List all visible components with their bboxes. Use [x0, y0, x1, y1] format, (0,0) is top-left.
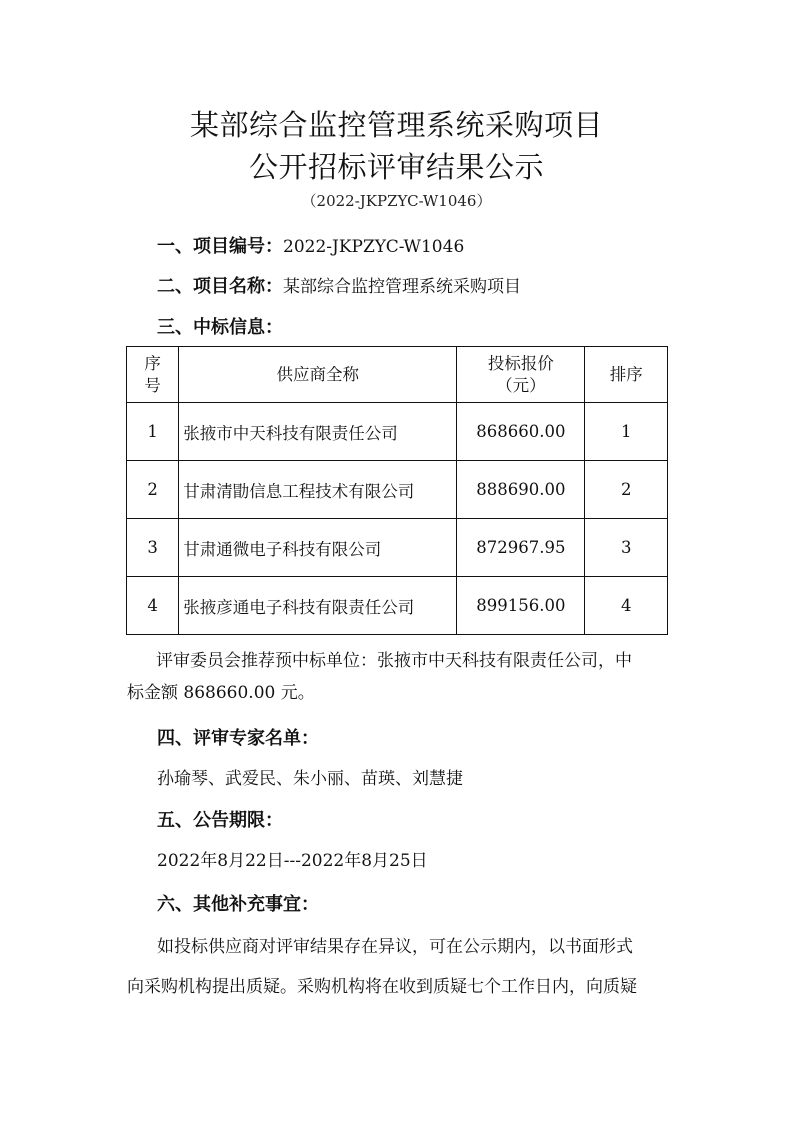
row-no: 1 [127, 403, 179, 461]
document-title-line1: 某部综合监控管理系统采购项目 [189, 108, 603, 142]
section-heading: 四、评审专家名单： [157, 728, 319, 749]
header-supplier-name: 供应商全称 [179, 347, 457, 403]
row-no: 3 [127, 519, 179, 577]
other-matters-line1: 如投标供应商对评审结果存在异议，可在公示期内，以书面形式 [157, 937, 633, 957]
experts-list: 孙瑜琴、武爱民、朱小丽、苗瑛、刘慧捷 [157, 769, 463, 789]
recommendation-line2: 标金额 868660.00 元。 [127, 683, 315, 703]
recommendation-line1: 评审委员会推荐预中标单位：张掖市中天科技有限责任公司，中 [156, 651, 632, 671]
recommendation-paragraph [127, 646, 687, 676]
section-experts [157, 724, 319, 750]
row-no: 2 [127, 461, 179, 519]
row-bid-price: 888690.00 [457, 461, 585, 519]
section-project-number [157, 232, 464, 258]
other-matters-line2: 向采购机构提出质疑。采购机构将在收到质疑七个工作日内，向质疑 [127, 977, 637, 997]
bid-results-table [126, 346, 668, 635]
section-heading: 三、中标信息： [157, 317, 283, 338]
row-rank: 1 [585, 403, 668, 461]
row-bid-price: 868660.00 [457, 403, 585, 461]
section-heading: 二、项目名称： [157, 276, 283, 297]
section-heading: 六、其他补充事宜： [157, 894, 319, 915]
notice-period-value: 2022年8月22日---2022年8月25日 [157, 851, 428, 871]
row-bid-price: 899156.00 [457, 577, 585, 635]
section-other-matters [157, 890, 319, 916]
row-supplier-name: 张掖彦通电子科技有限责任公司 [179, 577, 457, 635]
section-project-name [157, 272, 521, 298]
table-header-row [127, 347, 668, 403]
header-bid-price: 投标报价 （元） [457, 347, 585, 403]
table-row [127, 577, 668, 635]
table-row [127, 461, 668, 519]
section-heading: 五、公告期限： [157, 810, 283, 831]
header-rank: 排序 [585, 347, 668, 403]
project-code-subtitle: （2022-JKPZYC-W1046） [301, 192, 492, 210]
recommendation-paragraph-cont [127, 678, 687, 708]
project-number-value: 2022-JKPZYC-W1046 [283, 237, 465, 257]
table-row [127, 403, 668, 461]
row-supplier-name: 甘肃清勖信息工程技术有限公司 [179, 461, 457, 519]
row-no: 4 [127, 577, 179, 635]
row-supplier-name: 甘肃通微电子科技有限公司 [179, 519, 457, 577]
section-bid-info [157, 313, 283, 339]
row-rank: 3 [585, 519, 668, 577]
section-heading: 一、项目编号： [157, 236, 283, 257]
document-title-line2: 公开招标评审结果公示 [248, 150, 544, 184]
table-row [127, 519, 668, 577]
header-no: 序 号 [127, 347, 179, 403]
project-name-value: 某部综合监控管理系统采购项目 [283, 277, 521, 297]
row-rank: 4 [585, 577, 668, 635]
section-notice-period [157, 806, 283, 832]
row-supplier-name: 张掖市中天科技有限责任公司 [179, 403, 457, 461]
row-rank: 2 [585, 461, 668, 519]
row-bid-price: 872967.95 [457, 519, 585, 577]
